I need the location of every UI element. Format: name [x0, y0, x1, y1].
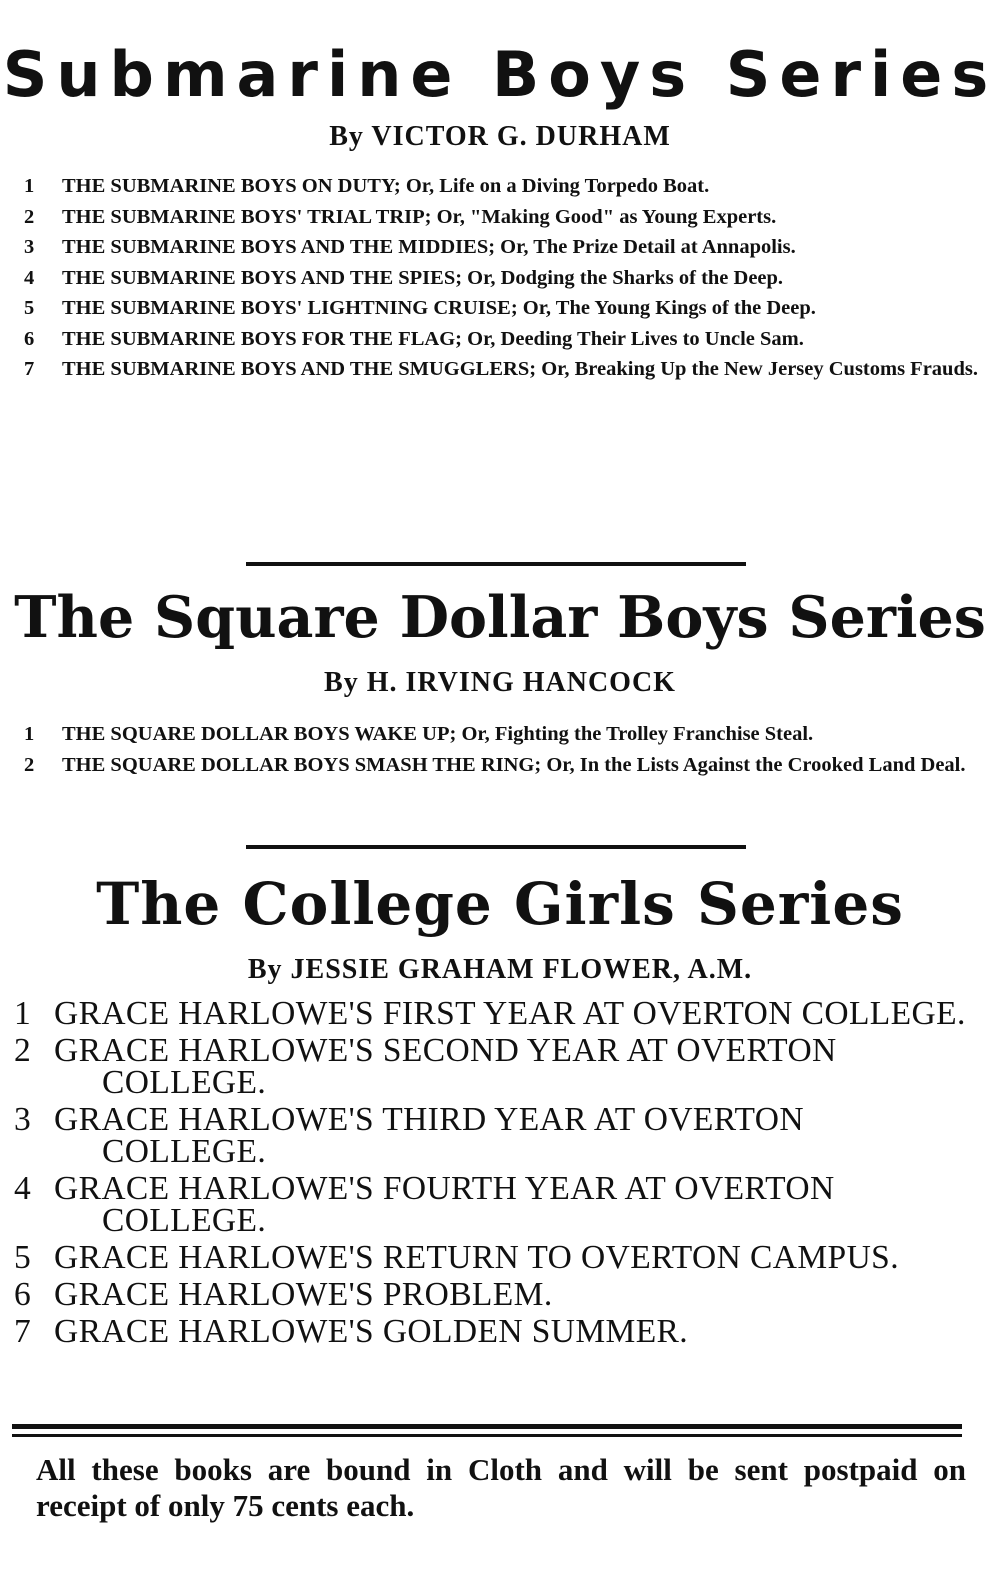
book-item: [14, 995, 969, 1032]
book-item: [20, 298, 982, 319]
book-number: 3: [24, 236, 35, 258]
book-title: THE SUBMARINE BOYS' TRIAL TRIP; Or, "Making Good" as Young Experts.: [62, 205, 777, 228]
book-number: 6: [24, 327, 35, 350]
square-dollar-boys-book-list: [20, 724, 982, 785]
book-item: [20, 207, 982, 228]
book-item: [14, 1032, 969, 1101]
book-number: 5: [14, 1239, 32, 1276]
book-item: [14, 1170, 969, 1239]
submarine-boys-title: Submarine Boys Series: [2, 38, 998, 111]
book-title: GRACE HARLOWE'S THIRD YEAR AT OVERTON COLLEGE.: [54, 1101, 804, 1170]
section-divider: [246, 562, 746, 566]
book-title: GRACE HARLOWE'S FIRST YEAR AT OVERTON COLLEGE.: [54, 995, 966, 1032]
book-title: THE SUBMARINE BOYS FOR THE FLAG; Or, Deeding Their Lives to Uncle Sam.: [62, 327, 804, 350]
book-title: GRACE HARLOWE'S SECOND YEAR AT OVERTON COLLEGE.: [54, 1032, 837, 1101]
book-number: 4: [14, 1170, 32, 1207]
book-item: [14, 1239, 969, 1276]
book-title: GRACE HARLOWE'S RETURN TO OVERTON CAMPUS.: [54, 1239, 899, 1276]
book-title: GRACE HARLOWE'S FOURTH YEAR AT OVERTON COLLEGE.: [54, 1170, 835, 1239]
book-title: THE SQUARE DOLLAR BOYS WAKE UP; Or, Fighting the Trolley Franchise Steal.: [62, 723, 814, 745]
book-item: [14, 1276, 969, 1313]
book-number: 6: [14, 1276, 32, 1313]
book-item: [20, 268, 982, 289]
book-number: 7: [14, 1313, 32, 1350]
book-title: THE SUBMARINE BOYS AND THE MIDDIES; Or, The Prize Detail at Annapolis.: [62, 236, 796, 258]
submarine-boys-book-list: [20, 176, 982, 390]
book-number: 4: [24, 266, 35, 289]
college-girls-title: The College Girls Series: [96, 870, 904, 938]
book-item: [20, 724, 982, 745]
book-title: THE SUBMARINE BOYS ON DUTY; Or, Life on a Diving Torpedo Boat.: [62, 175, 710, 197]
book-title: THE SQUARE DOLLAR BOYS SMASH THE RING; Or, In the Lists Against the Crooked Land Deal.: [62, 753, 966, 776]
footer-divider-bottom: [12, 1434, 962, 1437]
book-item: [20, 329, 982, 350]
book-number: 2: [14, 1032, 32, 1069]
book-title: THE SUBMARINE BOYS AND THE SPIES; Or, Dodging the Sharks of the Deep.: [62, 266, 784, 289]
college-girls-author: By JESSIE GRAHAM FLOWER, A.M.: [247, 954, 753, 985]
square-dollar-boys-author: By H. IRVING HANCOCK: [324, 667, 676, 698]
book-item: [20, 359, 982, 380]
book-number: 2: [24, 205, 35, 228]
book-item: [20, 176, 982, 197]
book-number: 1: [24, 723, 35, 745]
submarine-boys-author: By VICTOR G. DURHAM: [329, 121, 671, 152]
book-item: [20, 755, 982, 776]
book-number: 1: [14, 995, 32, 1032]
book-title: THE SUBMARINE BOYS AND THE SMUGGLERS; Or, Breaking Up the New Jersey Customs Frauds.: [62, 358, 978, 380]
square-dollar-boys-title: The Square Dollar Boys Series: [14, 584, 986, 651]
book-number: 5: [24, 297, 35, 319]
book-title: GRACE HARLOWE'S PROBLEM.: [54, 1276, 553, 1313]
book-title: GRACE HARLOWE'S GOLDEN SUMMER.: [54, 1313, 689, 1350]
book-number: 1: [24, 175, 35, 197]
section-divider: [246, 845, 746, 849]
book-item: [14, 1101, 969, 1170]
book-item: [14, 1313, 969, 1350]
footer-divider-top: [12, 1424, 962, 1429]
book-number: 3: [14, 1101, 32, 1138]
book-number: 7: [24, 358, 35, 380]
book-title: THE SUBMARINE BOYS' LIGHTNING CRUISE; Or, The Young Kings of the Deep.: [62, 297, 816, 319]
college-girls-book-list: [14, 995, 969, 1353]
footer-notice: All these books are bound in Cloth and will be sent postpaid on receipt of only 75 cents each.: [36, 1452, 966, 1523]
book-number: 2: [24, 753, 35, 776]
book-item: [20, 237, 982, 258]
